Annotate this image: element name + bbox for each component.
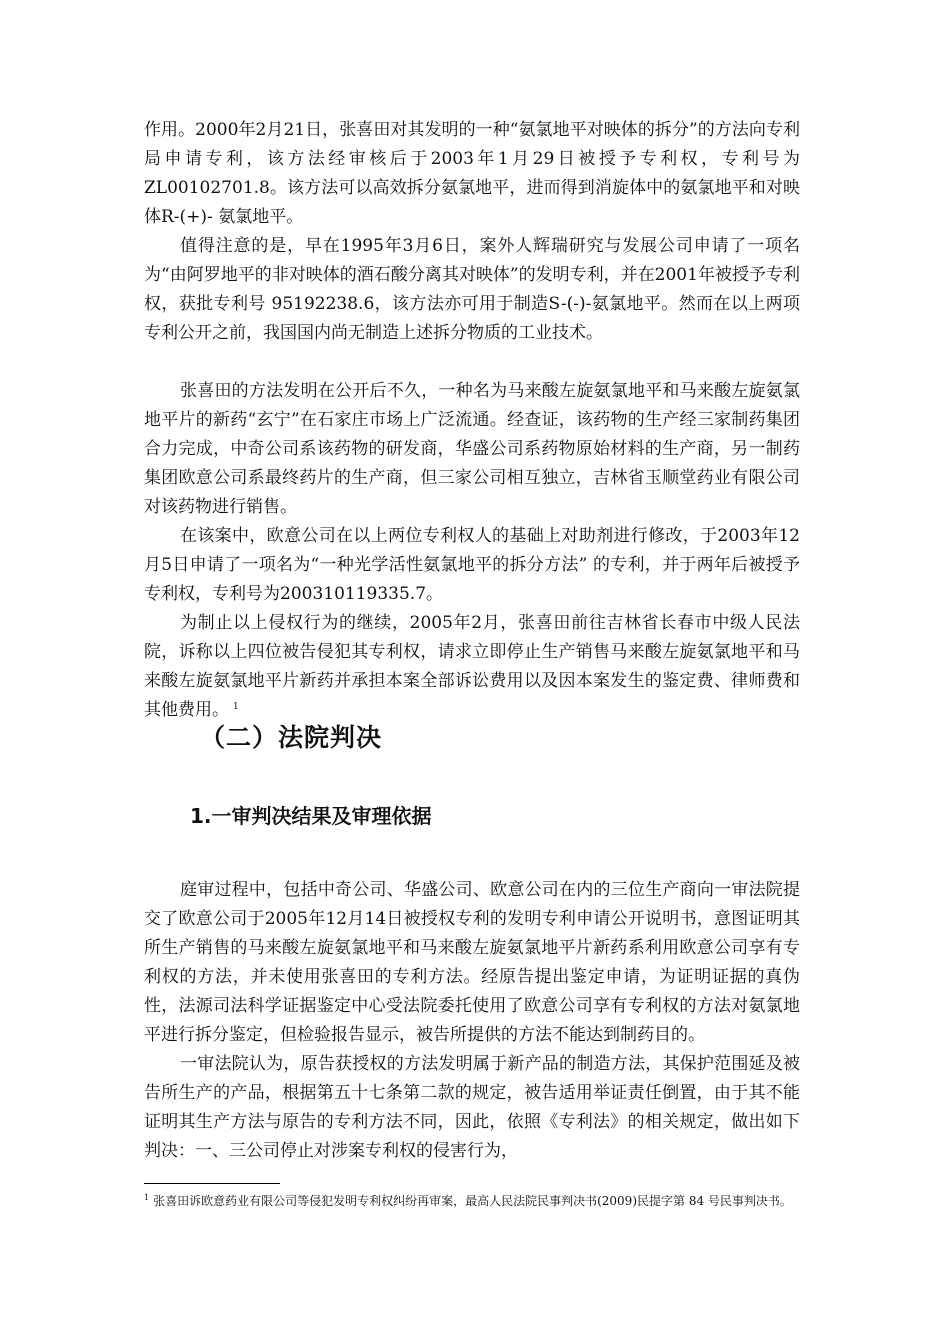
footnote-reference: 1 (233, 702, 239, 712)
paragraph-3: 张喜田的方法发明在公开后不久，一种名为马来酸左旋氨氯地平和马来酸左旋氨氯地平片的新药“玄宁”在石家庄市场上广泛流通。经查证，该药物的生产经三家制药集团合力完成，中奇公司系该药物的研发商，华盛公司系药物原始材料的生产商，另一制药集团欧意公司系最终药片的生产商，但三家公司相互独立，吉林省玉顺堂药业有限公司对该药物进行销售。 (144, 381, 800, 517)
footnote-text: 张喜田诉欧意药业有限公司等侵犯发明专利权纠纷再审案，最高人民法院民事判决书(2009)民提字第 84 号民事判决书。 (153, 1194, 792, 1208)
subsection-heading: 1.一审判决结果及审理依据 (190, 804, 432, 828)
footnote (144, 1190, 800, 1212)
paragraph-7: 一审法院认为，原告获授权的方法发明属于新产品的制造方法，其保护范围延及被告所生产的产品，根据第五十七条第二款的规定，被告适用举证责任倒置，由于其不能证明其生产方法与原告的专利方法不同，因此，依照《专利法》的相关规定，做出如下判决：一、三公司停止对涉案专利权的侵害行为， (144, 1054, 800, 1161)
paragraph-6: 庭审过程中，包括中奇公司、华盛公司、欧意公司在内的三位生产商向一审法院提交了欧意公司于2005年12月14日被授权专利的发明专利申请公开说明书，意图证明其所生产销售的马来酸左旋氨氯地平和马来酸左旋氨氯地平片新药系利用欧意公司享有专利权的方法，并未使用张喜田的专利方法。经原告提出鉴定申请，为证明证据的真伪性，法源司法科学证据鉴定中心受法院委托使用了欧意公司享有专利权的方法对氨氯地平进行拆分鉴定，但检验报告显示，被告所提供的方法不能达到制药目的。 (144, 880, 800, 1045)
paragraph-5 (144, 609, 800, 725)
paragraph-4: 在该案中，欧意公司在以上两位专利权人的基础上对助剂进行修改，于2003年12月5日申请了一项名为“一种光学活性氨氯地平的拆分方法” 的专利，并于两年后被授予专利权，专利号为200310119335.7。 (144, 526, 800, 604)
paragraph-2: 值得注意的是，早在1995年3月6日，案外人辉瑞研究与发展公司申请了一项名为“由阿罗地平的非对映体的酒石酸分离其对映体”的发明专利，并在2001年被授予专利权，获批专利号 95192238.6，该方法亦可用于制造S-(-)-氨氯地平。然而在以上两项专利公开之前，我国国内尚无制造上述拆分物质的工业技术。 (144, 236, 800, 343)
paragraph-1: 作用。2000年2月21日，张喜田对其发明的一种“氨氯地平对映体的拆分”的方法向专利局申请专利，该方法经审核后于2003年1月29日被授予专利权，专利号为ZL00102701.8。该方法可以高效拆分氨氯地平，进而得到消旋体中的氨氯地平和对映体R-(+)- 氨氯地平。 (144, 120, 800, 227)
paragraph-5-text: 为制止以上侵权行为的继续，2005年2月，张喜田前往吉林省长春市中级人民法院，诉称以上四位被告侵犯其专利权，请求立即停止生产销售马来酸左旋氨氯地平和马来酸左旋氨氯地平片新药并承担本案全部诉讼费用以及因本案发生的鉴定费、律师费和其他费用。 (144, 613, 800, 720)
section-heading: （二）法院判决 (200, 723, 383, 752)
footnote-divider (144, 1183, 280, 1184)
footnote-mark: 1 (144, 1193, 150, 1202)
